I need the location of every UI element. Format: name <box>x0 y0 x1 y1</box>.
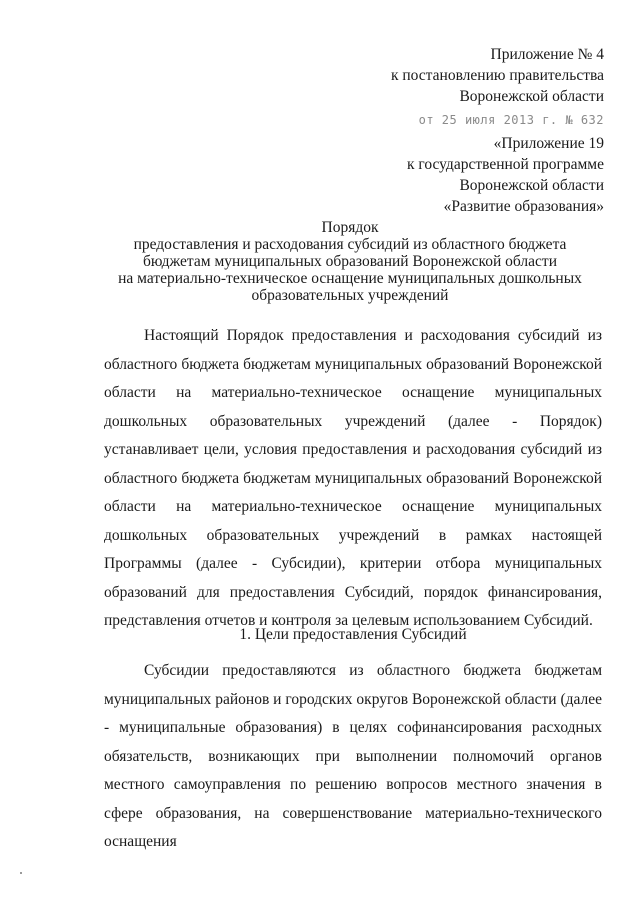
title-heading: Порядок <box>321 219 379 236</box>
appendix-reference: к постановлению правительства <box>390 67 604 84</box>
appendix-number: Приложение № 4 <box>490 46 604 63</box>
registration-stamp: от 25 июля 2013 г. № 632 <box>418 113 604 127</box>
section-paragraph: Субсидии предоставляются из областного бюджета бюджетам муниципальных районов и городских округов Воронежской области (далее - муниципальные образования) в целях софинансирования расходных обязательств, возникающих при выполнении полномочий органов местного самоуправления по решению вопросов местного значения в сфере образования, на совершенствование материально-технического оснащения <box>104 662 602 850</box>
section-heading: 1. Цели предоставления Субсидий <box>239 626 467 643</box>
title-line: предоставления и расходования субсидий из областного бюджета <box>133 236 567 253</box>
appendix-block <box>391 44 604 131</box>
scan-artifact <box>20 872 22 874</box>
document-title <box>80 219 620 304</box>
intro-paragraph: Настоящий Порядок предоставления и расходования субсидий из областного бюджета бюджетам муниципальных образований Воронежской области на материально-техническое оснащение муниципальных дошкольных образовательных учреждений (далее - Порядок) устанавливает цели, условия предоставления и расходования субсидий из областного бюджета бюджетам муниципальных образований Воронежской области на материально-техническое оснащение муниципальных дошкольных образовательных учреждений в рамках настоящей Программы (далее - Субсидии), критерии отбора муниципальных образований для предоставления Субсидий, порядок финансирования, представления отчетов и контроля за целевым использованием Субсидий. <box>104 327 602 629</box>
program-appendix-number: «Приложение 19 <box>493 135 604 152</box>
appendix-region: Воронежской области <box>459 88 604 105</box>
program-appendix-block <box>407 133 604 217</box>
title-line: образовательных учреждений <box>251 287 449 304</box>
program-appendix-name: «Развитие образования» <box>443 198 604 215</box>
program-appendix-reference: к государственной программе <box>406 156 604 173</box>
title-line: бюджетам муниципальных образований Воронежской области <box>142 253 557 270</box>
title-line: на материально-техническое оснащение муниципальных дошкольных <box>118 270 582 287</box>
program-appendix-region: Воронежской области <box>459 177 604 194</box>
